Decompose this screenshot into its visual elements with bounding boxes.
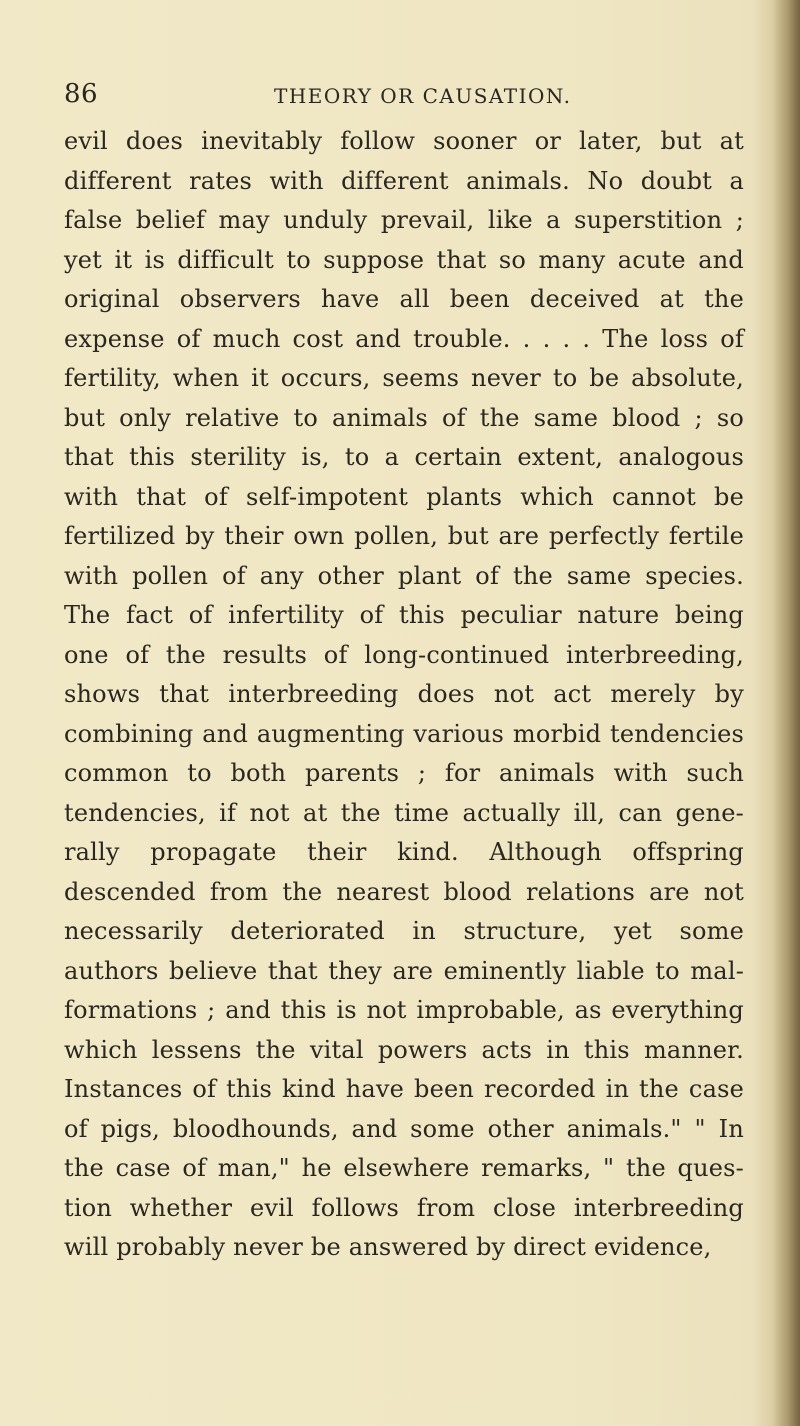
text-line: with pollen of any other plant of the same species.: [64, 561, 744, 590]
text-line: false belief may unduly prevail, like a superstition ;: [64, 206, 744, 234]
running-title: THEORY OR CAUSATION.: [274, 84, 572, 108]
text-line: the case of man," he elsewhere remarks, " the ques-: [64, 1154, 744, 1182]
text-line: one of the results of long-continued interbreeding,: [64, 640, 744, 669]
text-line: with that of self-impotent plants which cannot be: [64, 482, 744, 511]
text-line: The fact of infertility of this peculiar nature being: [64, 601, 744, 629]
text-line: necessarily deteriorated in structure, yet some: [64, 917, 744, 945]
running-head: [64, 76, 744, 112]
text-line: formations ; and this is not improbable, as everything: [64, 996, 744, 1024]
text-line: that this sterility is, to a certain extent, analogous: [64, 443, 744, 471]
text-line: descended from the nearest blood relations are not: [64, 877, 744, 906]
page-edge-shadow: [772, 0, 800, 1426]
text-line: rally propagate their kind. Although offspring: [64, 838, 744, 866]
text-line: common to both parents ; for animals with such: [64, 759, 744, 787]
text-line: will probably never be answered by direct evidence,: [64, 1233, 712, 1261]
text-line: but only relative to animals of the same blood ; so: [64, 403, 744, 432]
body-text: [64, 122, 744, 1268]
text-line: which lessens the vital powers acts in this manner.: [64, 1035, 744, 1064]
text-line: fertilized by their own pollen, but are perfectly fertile: [64, 522, 744, 550]
text-line: Instances of this kind have been recorded in the case: [64, 1075, 744, 1103]
text-line: evil does inevitably follow sooner or later, but at: [64, 127, 744, 155]
text-line: fertility, when it occurs, seems never to be absolute,: [64, 364, 744, 392]
text-line: authors believe that they are eminently liable to mal-: [64, 956, 744, 985]
text-line: original observers have all been deceived at the: [64, 285, 744, 313]
text-line: shows that interbreeding does not act merely by: [64, 680, 744, 708]
text-line: combining and augmenting various morbid tendencies: [64, 719, 744, 748]
text-line: tendencies, if not at the time actually ill, can gene-: [64, 798, 744, 827]
text-line: different rates with different animals. No doubt a: [64, 166, 744, 195]
text-line: yet it is difficult to suppose that so many acute and: [64, 245, 744, 274]
text-line: tion whether evil follows from close interbreeding: [64, 1193, 744, 1222]
page-number: 86: [64, 79, 99, 109]
text-line: of pigs, bloodhounds, and some other animals." " In: [64, 1114, 744, 1143]
text-line: expense of much cost and trouble. . . . . The loss of: [64, 324, 744, 353]
